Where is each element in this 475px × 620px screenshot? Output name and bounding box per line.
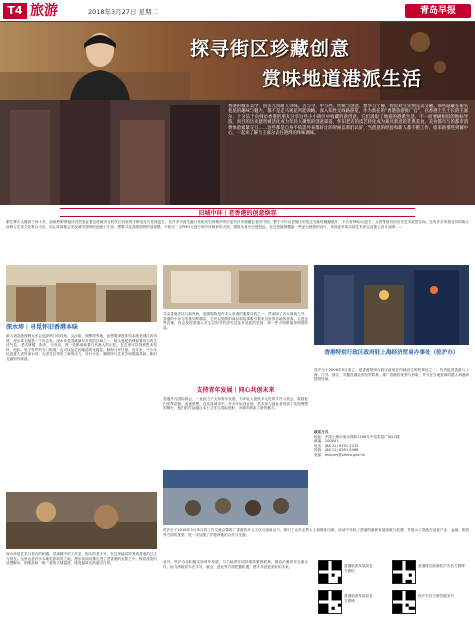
event-photo [163, 470, 308, 525]
section-text-event: 驻沪办于2018年3月举办的工作交流会暨推广香港的多元文化与创新活力，吸引了众多业界人士和媒体出席。活动中介绍了香港的最新发展成就与机遇，并展示了香港在创意产业、金融、旅游等方面的优势，进一步加强了沪港两地的合作与交流。 [163, 528, 469, 537]
section-text-shops: 寻觅香港老店与新风尚，逛街购物是许多人来港的重要目的之一，然而除了各大商场之外，香港的小店与市集同样精彩，它们以独特的商品和故事吸引着来自世界各地的旅客。走进这些店铺，你会发现香港人对生活细节的讲究以及对品质的坚持，每一件小物都值得细细欣赏。 [163, 312, 308, 330]
section-text-event-2: 此外，驻沪办亦积极支持青年发展，与当地青年团体保持紧密联系，推动沪港青年交流合作，助力两地青年在学习、就业、创业等方面把握机遇，携手共创更美好的未来。 [163, 560, 308, 569]
section-heading-central: 旧城中环｜老香港的创意焕容 [60, 208, 415, 217]
contact-postcode: 邮编：200041 [314, 439, 339, 444]
contact-block [314, 430, 469, 525]
contact-fax: 传真：(86 21) 6351 6368 [314, 448, 359, 453]
street-photo-1 [6, 265, 157, 322]
night-street-photo [314, 265, 469, 345]
section-text-shamshuipo-2: 深水埗是艺术与老店的相遇，旧唐楼中的工作室，街头的老字号，在这里能同时看到香港的过去与现在。这里也是许多本地电影取景之地，漫步其间仿佛走进了老香港的光影之中。推荐游览时放慢脚步，细细品味一街一巷的人情温度，感受最真实的港式日常。 [6, 552, 157, 566]
intro-street-photo [0, 100, 225, 205]
section-text-youth: 香港作为国际都会，一直致力于支持青年发展，为年轻人提供多元化的平台与机会，鼓励他们发挥创意、追逐梦想。在这座城市中，许多年轻设计师、艺术家与创业者找到了实现理想的舞台，他们的作品融合本土文化与国际视野，为城市增添了新的魅力。 [163, 397, 308, 411]
contact-phone: 电话：(86 21) 6351 2233 [314, 443, 359, 448]
hero-portrait-photo [60, 26, 140, 100]
section-name: 旅游 [30, 3, 58, 19]
qr-label-2: 香港特区政府驻沪办官方微博 [418, 564, 465, 568]
office-description: 驻沪办于2006年9月成立，是香港特别行政区政府在内地设立的驻事处之一，负责促进香港与上海、江苏、浙江、安徽及湖北的经贸联系，推广香港的优势与形象，并为在当地营商的港人和港商提供协助。 [314, 368, 469, 382]
section-text-shamshuipo: 游人到香港度假大多会选择热门的旺角、尖沙咀、铜锣湾等地，而想要深度体验本港老城区的风情，深水埗无疑是一个好去处。深水埗是香港最早开发的区域之一，街头巷尾仍保留着旧日的生活气息，老式唐楼、街市、小食店，每一处都承载着几代港人的记忆。在这里可以找到售卖布料、钮扣、电子零件的专门街道，也可以品尝到地道的豆腐花、肠粉与车仔面。近年来，不少年轻创意人进驻深水埗，为老社区带来了新的活力，设计小店、咖啡馆与艺术空间散落其间，新旧交融别有味道。 [6, 334, 157, 361]
shop-photo-1 [163, 265, 308, 309]
hero-title-line1: 探寻街区珍藏创意 [190, 38, 351, 60]
hero-banner [0, 22, 475, 100]
street-photo-2 [6, 492, 157, 549]
qr-label-1: 香港旅游发展局官方微信 [344, 564, 373, 573]
contact-address: 地址：中国上海市南京西路1168号中信泰富广场21楼 [314, 434, 400, 439]
intro-band [0, 100, 475, 205]
page-number-tag: T4 [3, 3, 27, 19]
qr-code-4[interactable] [392, 590, 416, 614]
newspaper-logo: 青岛早报 [405, 4, 471, 18]
contact-email: 电邮：enquiry@sheto.gov.hk [314, 452, 365, 457]
section-text-central: 繁忙摩天大楼高于四十外，而那些鲜纳留伙仍然见证着这座城市在时代长河里的不断变化与老城更生。在许多中西交融与传统历史的精华背后更有许多潜藏在巷弄中的。整个中环以老街区的变迁为脉络蜿蜒展开，不仅有PMQ元创方、大馆等原有的历史艺术展馆空间，还有许多风格各异的街头涂鸦与艺术文化集合小店，用心体味便会发现城市独特的创意小宇宙。想要寻觅香港独特的创意感，不妨走一走PMQ元创方和中环保育的大馆，建筑本身历史感悠远，在这里能够邂逅一些更为独到的设计，发现更多的本地艺术家以及独立设计品牌…… [6, 220, 469, 229]
qr-label-3: 香港旅游发展局官方微博 [344, 594, 373, 603]
intro-paragraph: 香港的城市美学，因多元而耐人寻味。古与今、中与西、传统与创意、繁华与宁静，看似对立实则完美交融。那些隐藏在街头巷尾的趣味与魅力，都不是走马观花所能领略。深入知性无线路游览，作为新任的“香港旅游推广官”，在香港土生土长的王嘉尔，十分乐于向到访香港的朋友分享这些小小街区中收藏的新创意。它们汲取了地道的港派生活，不一而要刷相似的地标导游，而目的历史建筑被活化成为年轻人聚集的创意部落，怀旧老店的技艺转化成为兼具新意的非典美食，美食都市与的都市消费体验紧紧交互……这些都是自身不依需外来都好让的时候以那们认好，当创意的经验和新人都不断工作，原来的那些到城中心，一起来了解与王嘉尔去往港湾的体味调味。 [228, 104, 468, 137]
section-heading-shamshuipo: 深水埗｜寻觅怀旧香港本味 [6, 324, 79, 331]
qr-code-2[interactable] [392, 560, 416, 584]
page-header [0, 0, 475, 22]
qr-code-1[interactable] [318, 560, 342, 584]
dateline: 2018年3月27日 星期二 [88, 8, 159, 16]
office-heading: 香港特别行政区政府驻上海经济贸易办事处（驻沪办） [324, 350, 459, 356]
contact-label: 联系方式 [314, 430, 329, 434]
section-heading-youth: 支持青年发展｜同心共创未来 [196, 387, 275, 394]
qr-code-3[interactable] [318, 590, 342, 614]
qr-label-4: 驻沪办官方微信服务号 [418, 594, 454, 598]
hero-title-line2: 赏味地道港派生活 [262, 68, 423, 90]
